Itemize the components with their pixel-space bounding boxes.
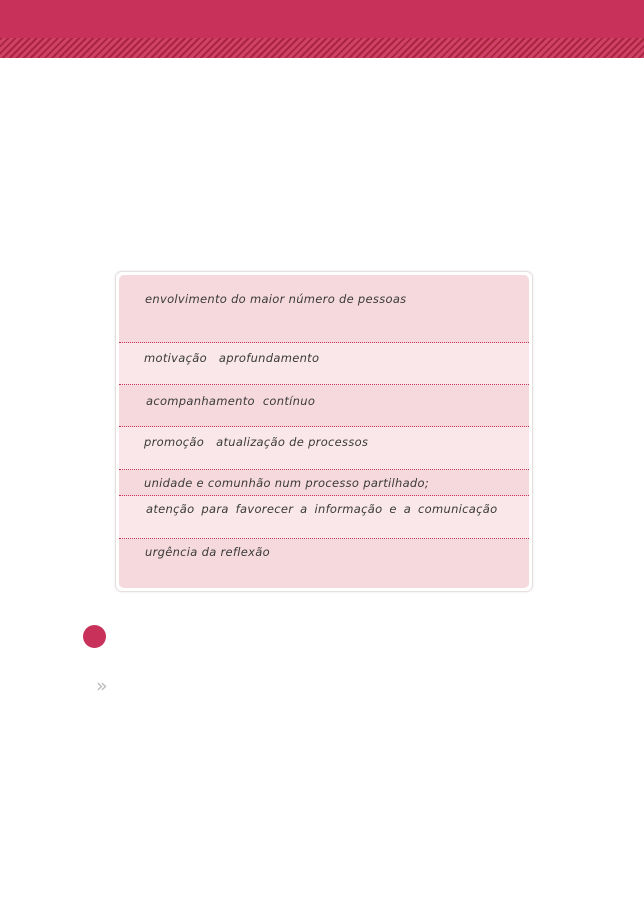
list-row (119, 470, 529, 496)
list-row (119, 275, 529, 343)
list-row (119, 427, 529, 470)
header-stripe-pattern (0, 38, 644, 58)
circle-bullet-icon (83, 625, 106, 648)
panel-inner (119, 275, 529, 588)
row-text-part: acompanhamento (146, 394, 255, 408)
content-panel (115, 271, 533, 592)
row-text-part: aprofundamento (218, 351, 320, 365)
list-row (119, 385, 529, 427)
row-text (144, 435, 368, 449)
list-row (119, 343, 529, 385)
header-band (0, 0, 644, 38)
list-row (119, 496, 529, 539)
row-text: atenção para favorecer a informação e a comunicação (146, 502, 498, 516)
row-text-part: contínuo (262, 394, 316, 408)
double-chevron-right-icon: » (96, 675, 108, 697)
row-text: unidade e comunhão num processo partilhado; (144, 476, 430, 490)
row-text: urgência da reflexão (145, 545, 270, 559)
row-text (146, 394, 315, 408)
row-text: envolvimento do maior número de pessoas (145, 292, 407, 306)
row-text (144, 351, 319, 365)
row-text-part: promoção (144, 435, 205, 449)
row-text-part: motivação (144, 351, 207, 365)
list-row (119, 539, 529, 588)
row-text-part: atualização de processos (216, 435, 369, 449)
